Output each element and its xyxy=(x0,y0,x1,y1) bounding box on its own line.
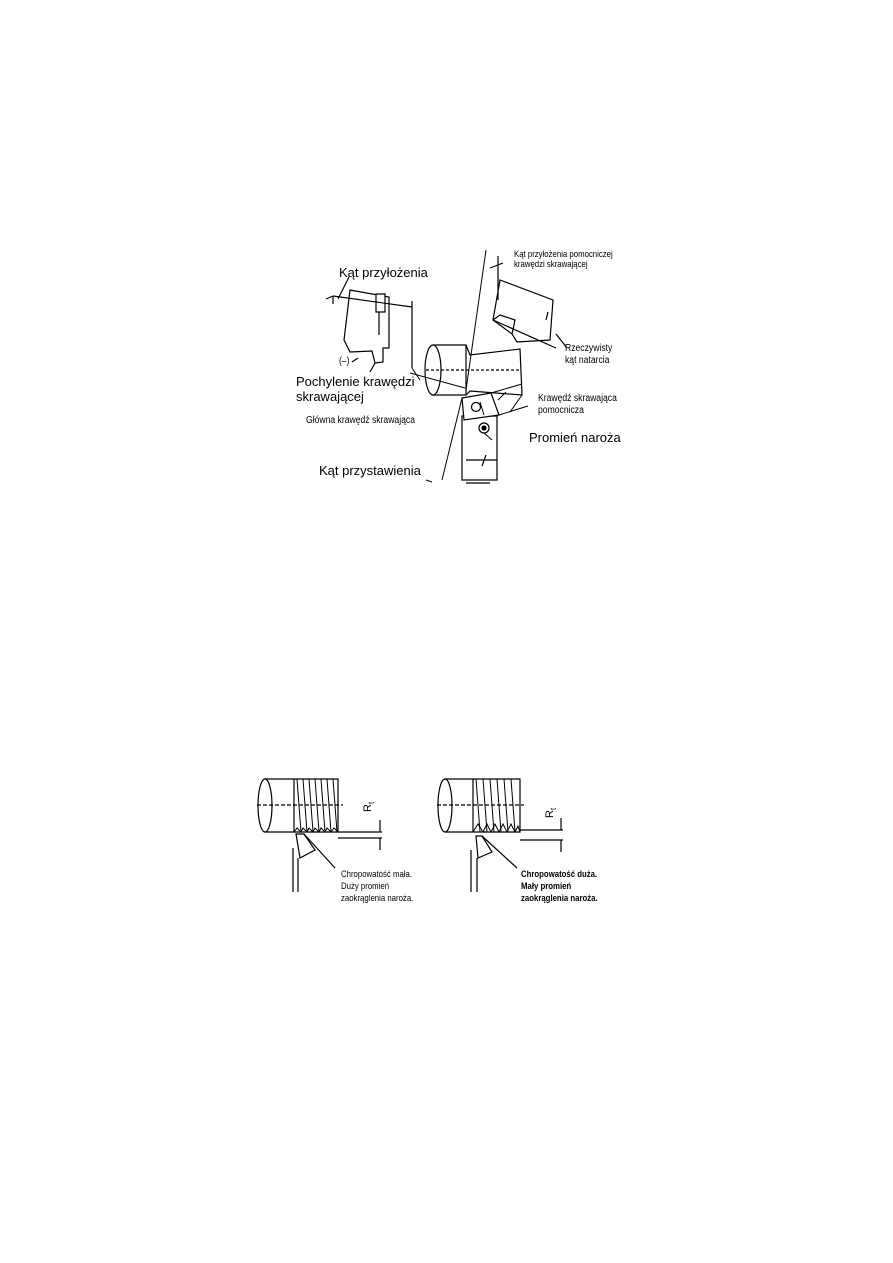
caption-left-line-1: Chropowatość mała. xyxy=(341,869,413,880)
label-inclination: Pochylenie krawędzi xyxy=(296,374,415,389)
caption-right xyxy=(521,869,598,905)
rt-symbol-right xyxy=(544,808,559,818)
rt-symbol-left-r: R xyxy=(362,804,374,812)
label-nose-radius: Promień naroża xyxy=(529,430,621,445)
label-negative-sign: (–) xyxy=(339,356,350,367)
caption-right-line-3: zaokrąglenia naroża. xyxy=(521,892,598,904)
rt-symbol-left xyxy=(362,802,377,812)
label-approach-angle: Kąt przystawienia xyxy=(319,463,421,478)
label-true-rake-2: kąt natarcia xyxy=(565,355,610,366)
caption-left-line-3: zaokrąglenia naroża. xyxy=(341,892,414,904)
rt-symbol-right-r: R xyxy=(544,810,556,818)
label-inclination-2: skrawającej xyxy=(296,389,364,404)
tool-body xyxy=(462,393,499,483)
label-main-cutting-edge: Główna krawędź skrawająca xyxy=(306,415,415,426)
label-aux-cutting-edge: Krawędź skrawająca xyxy=(538,393,617,404)
label-true-rake: Rzeczywisty xyxy=(565,343,613,354)
label-aux-clearance-angle-2: krawędzi skrawającej xyxy=(514,259,588,270)
rt-symbol-left-sub: t xyxy=(367,801,377,805)
caption-right-line-2: Mały promień xyxy=(521,880,572,892)
label-clearance-angle: Kąt przyłożenia xyxy=(339,265,428,280)
caption-left-line-2: Duży promień xyxy=(341,880,390,892)
label-aux-clearance-angle: Kąt przyłożenia pomocniczej xyxy=(514,249,613,260)
rt-symbol-right-sub: t xyxy=(549,807,559,811)
workpiece xyxy=(425,345,522,395)
caption-left xyxy=(341,869,413,905)
label-aux-cutting-edge-2: pomocnicza xyxy=(538,405,584,416)
caption-right-line-1: Chropowatość duża. xyxy=(521,869,598,880)
